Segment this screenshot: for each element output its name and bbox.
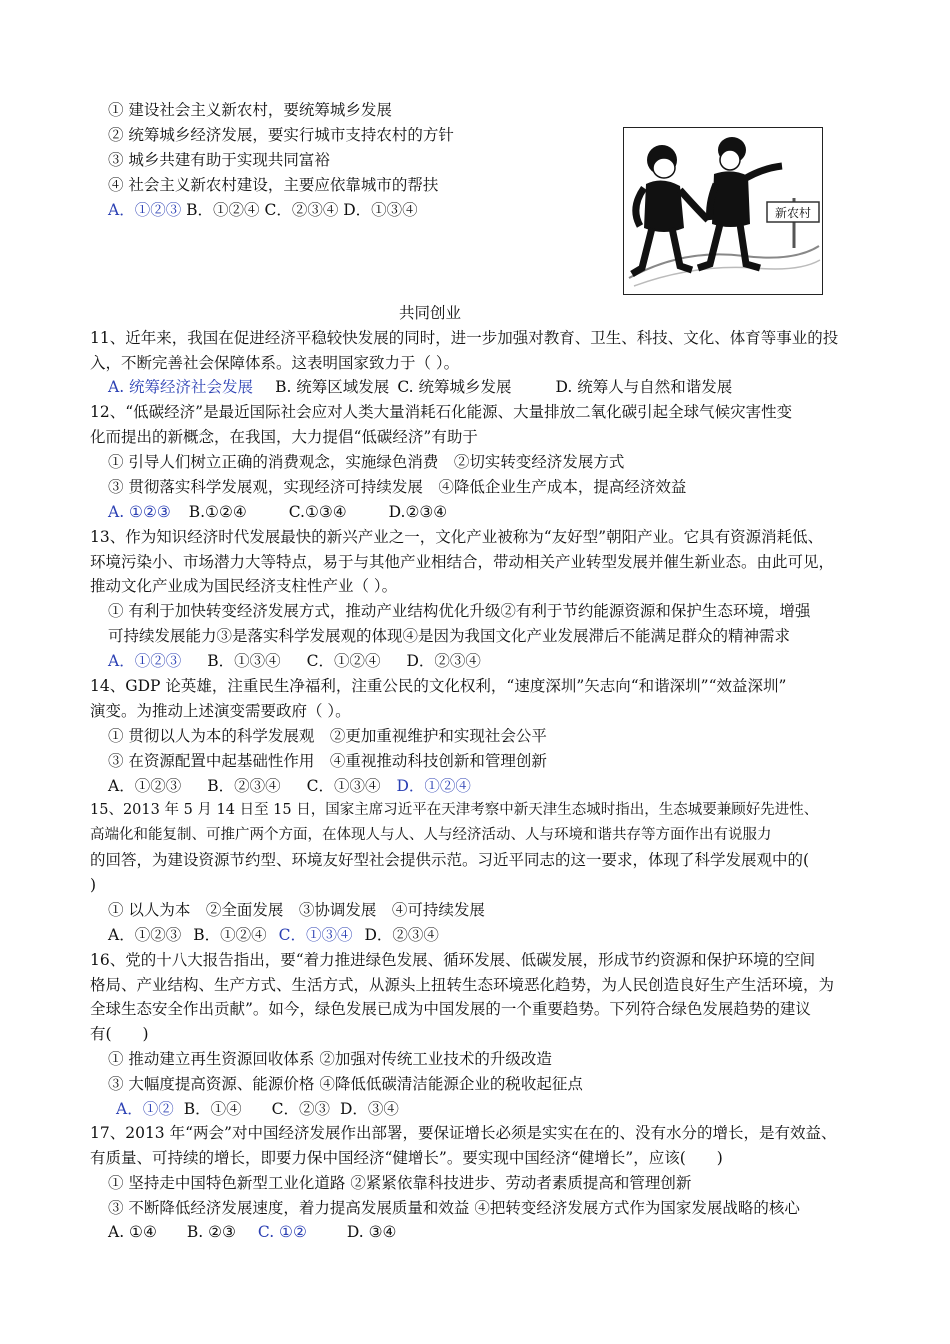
q10-option-4: ④ 社会主义新农村建设，主要应依靠城市的帮扶 [108, 176, 439, 194]
q11-answers [108, 376, 732, 398]
q10-option-3: ③ 城乡共建有助于实现共同富裕 [108, 151, 330, 169]
q15-stem-line-4: ) [90, 876, 97, 894]
q14-answer-c: C．①③④ [306, 777, 381, 795]
q14-answer-a: A．①②③ [108, 777, 182, 795]
q10-answer-b: B．①②④ [181, 201, 260, 219]
q15-answers [108, 924, 439, 946]
q14-answer-b: B．②③④ [207, 777, 281, 795]
q14-stem-line-2: 演变。为推动上述演变需要政府（ ）。 [90, 702, 351, 720]
signpost-label: 新农村 [774, 206, 812, 220]
q13-answer-c: C．①②④ [306, 652, 381, 670]
q12-answer-d: D.②③④ [388, 503, 448, 521]
q15-options: ① 以人为本 ②全面发展 ③协调发展 ④可持续发展 [108, 901, 485, 919]
q13-answer-d: D．②③④ [406, 652, 481, 670]
q12-answer-a: A. ①②③ [108, 503, 171, 521]
q14-answers [108, 775, 471, 797]
q12-stem-line-2: 化而提出的新概念，在我国，大力提倡“低碳经济”有助于 [90, 428, 478, 446]
q16-options-1-2: ① 推动建立再生资源回收体系 ②加强对传统工业技术的升级改造 [108, 1050, 552, 1068]
q12-options-1-2: ① 引导人们树立正确的消费观念，实施绿色消费 ②切实转变经济发展方式 [108, 453, 625, 471]
q12-options-3-4: ③ 贯彻落实科学发展观，实现经济可持续发展 ④降低企业生产成本，提高经济效益 [108, 478, 687, 496]
q15-stem-line-1: 15、2013 年 5 月 14 日至 15 日，国家主席习近平在天津考察中新天津生态城时指出，生态城要兼顾好先进性、 [90, 802, 819, 818]
q15-answer-c: C．①③④ [278, 926, 353, 944]
q15-stem-line-3: 的回答，为建设资源节约型、环境友好型社会提供示范。习近平同志的这一要求，体现了科学发展观中的( [90, 851, 810, 869]
q12-answer-c: C.①③④ [288, 503, 347, 521]
q16-answer-a: A．①② [116, 1100, 174, 1118]
q15-stem-line-2: 高端化和能复制、可推广两个方面，在体现人与人、人与经济活动、人与环境和谐共存等方面作出有说服力 [90, 827, 772, 843]
q13-stem-line-1: 13、作为知识经济时代发展最快的新兴产业之一，文化产业被称为“友好型”朝阳产业。它具有资源消耗低、 [90, 528, 824, 546]
q13-options-line-1: ① 有利于加快转变经济发展方式，推动产业结构优化升级②有利于节约能源资源和保护生态环境，增强 [108, 602, 811, 620]
q15-answer-b: B．①②④ [193, 926, 267, 944]
q10-answer-a: A．①②③ [108, 201, 182, 219]
q16-answer-c: C．②③ [271, 1100, 330, 1118]
q16-answer-d: D．③④ [339, 1100, 399, 1118]
q17-answers [108, 1221, 396, 1243]
q13-stem-line-3: 推动文化产业成为国民经济支柱性产业（ ）。 [90, 577, 398, 595]
cartoon-illustration [624, 128, 822, 294]
q15-answer-d: D．②③④ [364, 926, 439, 944]
q14-answer-d: D．①②④ [396, 777, 471, 795]
q17-answer-d: D. ③④ [346, 1223, 397, 1241]
q16-stem-line-3: 全球生态安全作出贡献”。如今，绿色发展已成为中国发展的一个重要趋势。下列符合绿色发展趋势的建议 [90, 1000, 811, 1018]
q16-options-3-4: ③ 大幅度提高资源、能源价格 ④降低低碳清洁能源企业的税收起征点 [108, 1075, 583, 1093]
q17-options-1-2: ① 坚持走中国特色新型工业化道路 ②紧紧依靠科技进步、劳动者素质提高和管理创新 [108, 1174, 692, 1192]
q16-answer-b: B．①④ [183, 1100, 242, 1118]
q17-stem-line-1: 17、2013 年“两会”对中国经济发展作出部署，要保证增长必须是实实在在的、没有水分的增长，是有效益、 [90, 1124, 837, 1142]
q17-answer-b: B. ②③ [186, 1223, 236, 1241]
q13-answers [108, 650, 481, 672]
q17-answer-a: A. ①④ [108, 1223, 157, 1241]
q12-answer-b: B.①②④ [188, 503, 247, 521]
q14-options-3-4: ③ 在资源配置中起基础性作用 ④重视推动科技创新和管理创新 [108, 752, 547, 770]
q13-options-line-2: 可持续发展能力③是落实科学发展观的体现④是因为我国文化产业发展滞后不能满足群众的精神需求 [108, 627, 791, 645]
q12-stem-line-1: 12、“低碳经济”是最近国际社会应对人类大量消耗石化能源、大量排放二氧化碳引起全球气候灾害性变 [90, 403, 793, 421]
q11-answer-d: D. 统筹人与自然和谐发展 [555, 378, 733, 396]
figure-caption: 共同创业 [399, 304, 462, 322]
q16-stem-line-1: 16、党的十八大报告指出，要“着力推进绿色发展、循环发展、低碳发展，形成节约资源和保护环境的空间 [90, 951, 816, 969]
q10-answers [108, 199, 418, 221]
q17-stem-line-2: 有质量、可持续的增长，即要力保中国经济“健增长”。要实现中国经济“健增长”，应该( ) [90, 1149, 723, 1167]
q17-answer-c: C. ①② [257, 1223, 307, 1241]
q13-answer-a: A．①②③ [108, 652, 182, 670]
q12-answers [108, 501, 447, 523]
q11-answer-a: A. 统筹经济社会发展 [108, 378, 254, 396]
q10-option-1: ① 建设社会主义新农村，要统筹城乡发展 [108, 101, 392, 119]
q10-answer-c: C．②③④ [259, 201, 339, 219]
q11-stem-line-2: 入，不断完善社会保障体系。这表明国家致力于（ ）。 [90, 354, 460, 372]
q16-stem-line-2: 格局、产业结构、生产方式、生活方式，从源头上扭转生态环境恶化趋势，为人民创造良好生产生活环境，为 [90, 976, 835, 994]
q16-stem-line-4: 有( ) [90, 1025, 149, 1043]
q11-stem-line-1: 11、近年来，我国在促进经济平稳较快发展的同时，进一步加强对教育、卫生、科技、文化、体育等事业的投 [90, 329, 839, 347]
q17-options-3-4: ③ 不断降低经济发展速度，着力提高发展质量和效益 ④把转变经济发展方式作为国家发展战略的核心 [108, 1199, 800, 1217]
q13-answer-b: B．①③④ [207, 652, 281, 670]
q14-stem-line-1: 14、GDP 论英雄，注重民生净福利，注重公民的文化权利，“速度深圳”矢志向“和谐深圳”“效益深圳” [90, 677, 787, 695]
q16-answers [116, 1098, 399, 1120]
q15-answer-a: A．①②③ [108, 926, 182, 944]
q11-answer-c: C. 统筹城乡发展 [397, 378, 512, 396]
q10-answer-d: D．①③④ [338, 201, 418, 219]
cartoon-figure [623, 127, 823, 295]
q10-option-2: ② 统筹城乡经济发展，要实行城市支持农村的方针 [108, 126, 454, 144]
q13-stem-line-2: 环境污染小、市场潜力大等特点，易于与其他产业相结合，带动相关产业转型发展并催生新业态。由此可见， [90, 553, 835, 571]
q14-options-1-2: ① 贯彻以人为本的科学发展观 ②更加重视维护和实现社会公平 [108, 727, 547, 745]
q11-answer-b: B. 统筹区域发展 [275, 378, 390, 396]
